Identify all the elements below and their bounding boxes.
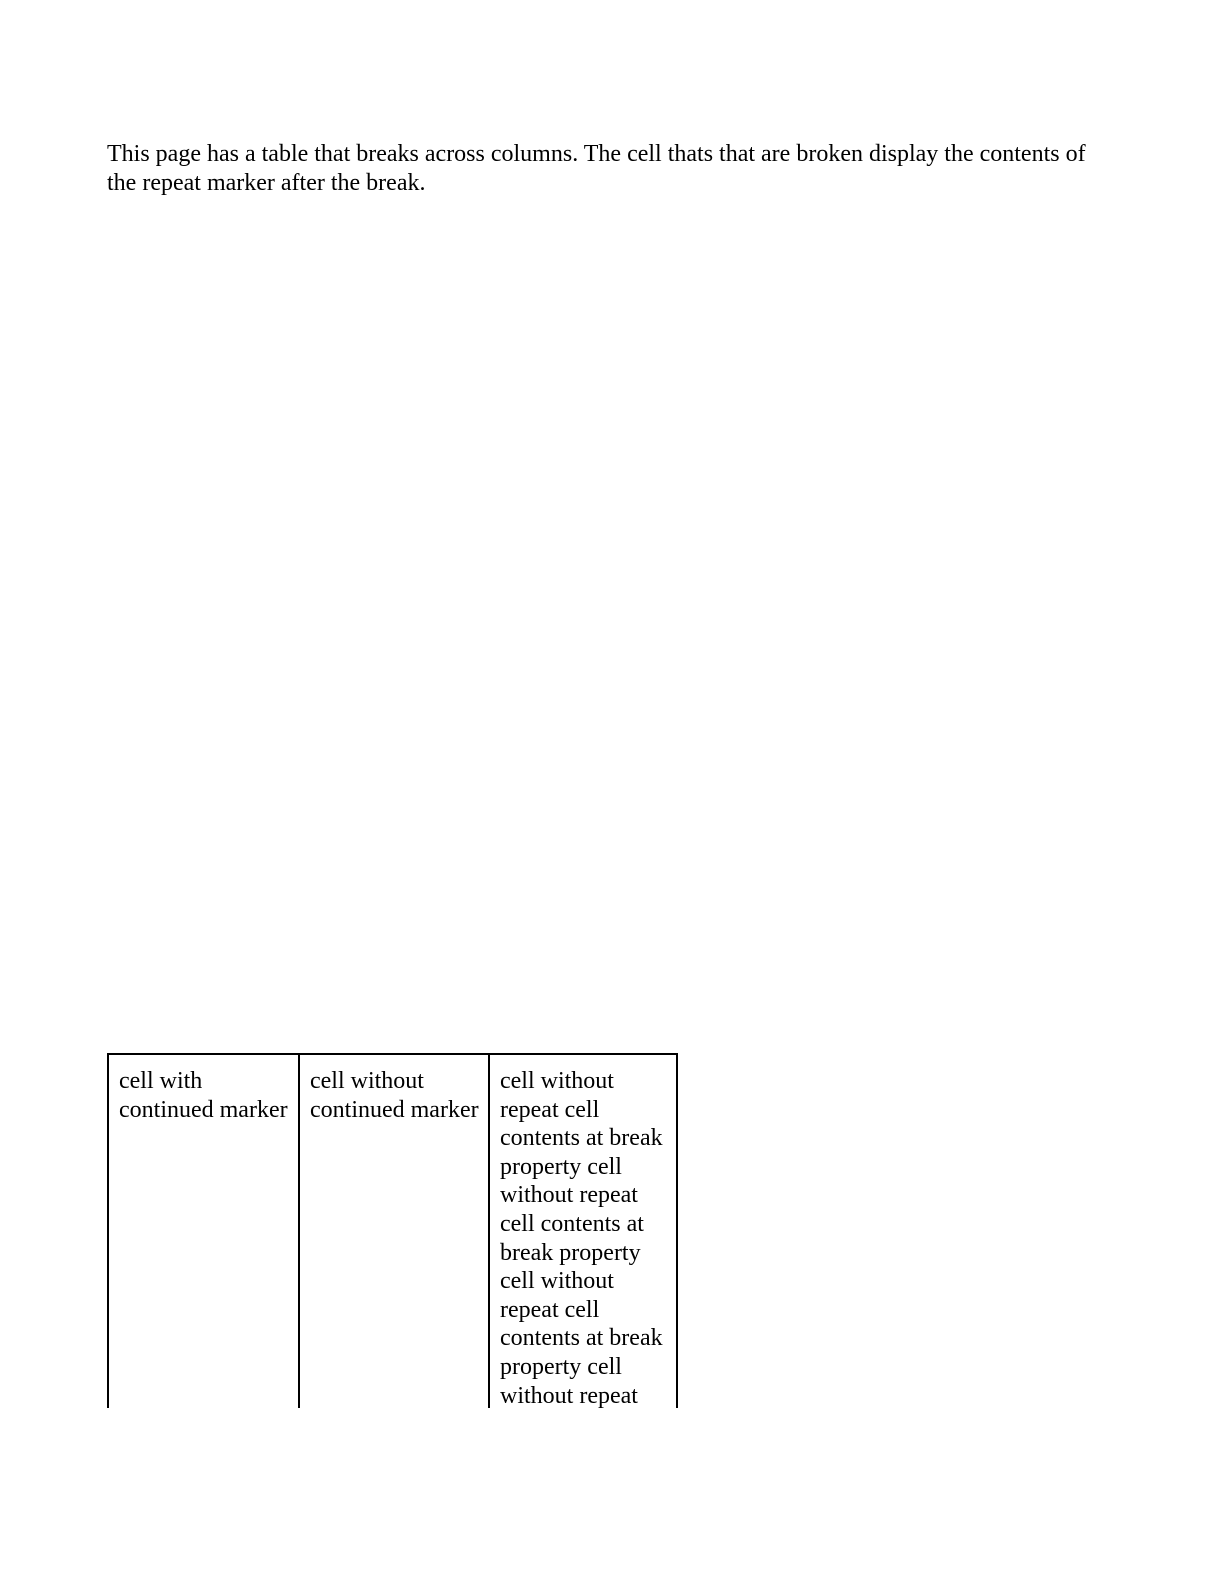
table-cell-no-repeat xyxy=(488,1055,676,1408)
cell-text-line: cell without xyxy=(500,1068,614,1094)
broken-table xyxy=(107,1053,678,1408)
cell-text-line: cell contents at xyxy=(500,1210,644,1237)
cell-text-line: continued marker xyxy=(310,1096,479,1123)
cell-text-line: repeat cell xyxy=(500,1096,600,1123)
cell-text-line: property cell xyxy=(500,1153,622,1180)
cell-text-line: repeat cell xyxy=(500,1296,600,1323)
cell-text-line: break property xyxy=(500,1239,641,1266)
cell-text-line: cell with xyxy=(119,1068,203,1094)
intro-paragraph xyxy=(107,140,1117,198)
cell-text-line: without repeat xyxy=(500,1182,638,1209)
cell-text-line: property cell xyxy=(500,1353,622,1380)
cell-text-line: cell without xyxy=(310,1068,424,1094)
cell-text-line: contents at break xyxy=(500,1125,663,1152)
cell-text-line: cell without xyxy=(500,1268,614,1295)
cell-text-line: without repeat xyxy=(500,1382,638,1408)
table-cell-continued-marker xyxy=(109,1055,298,1408)
intro-line: the repeat marker after the break. xyxy=(107,170,426,196)
cell-text-line: continued marker xyxy=(119,1096,288,1123)
intro-line: This page has a table that breaks across columns. The cell thats that are broken display the contents of xyxy=(107,141,1086,167)
cell-text-line: contents at break xyxy=(500,1325,663,1352)
table-cell-no-continued-marker xyxy=(298,1055,488,1408)
